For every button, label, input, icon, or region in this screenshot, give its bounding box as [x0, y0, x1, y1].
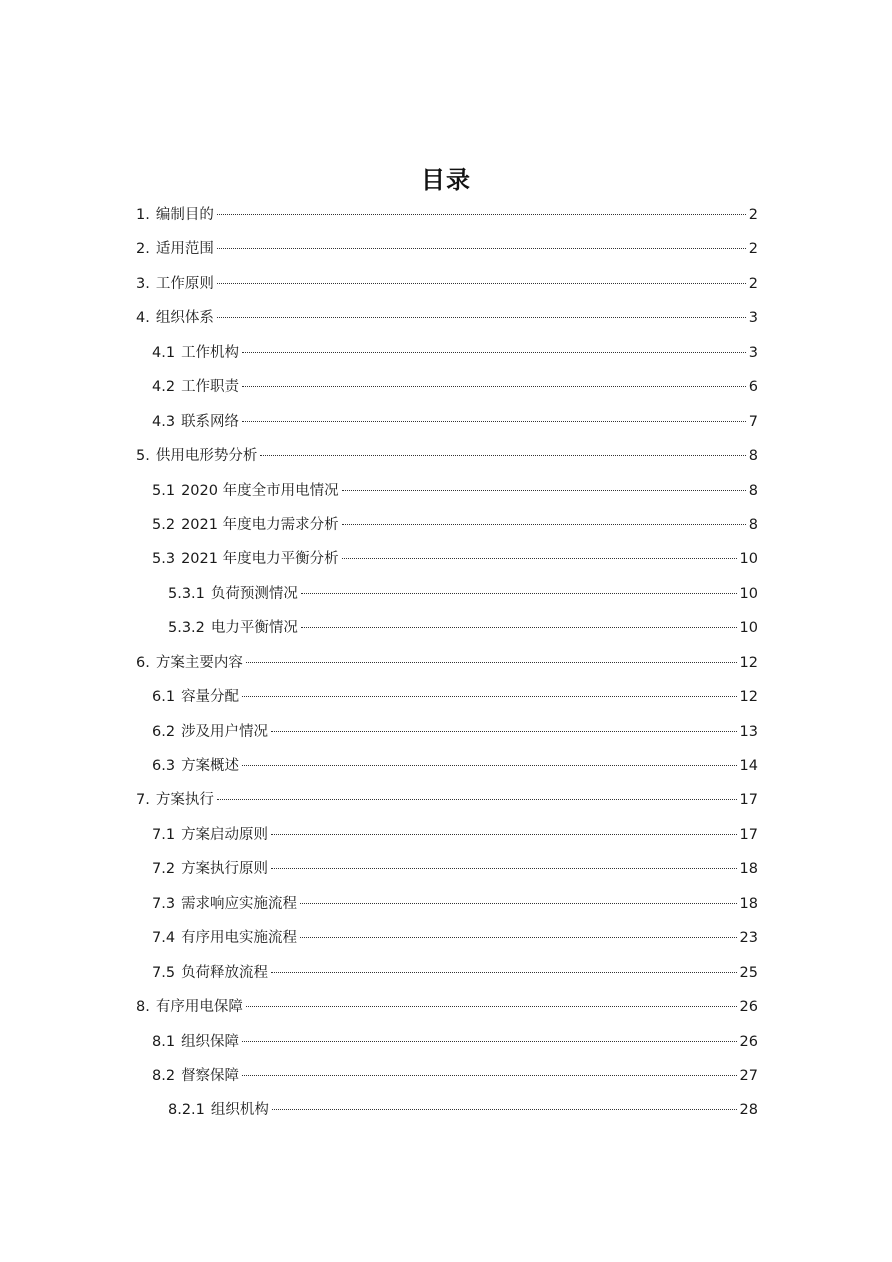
toc-entry-label: 负荷预测情况	[210, 585, 298, 602]
toc-entry-label: 需求响应实施流程	[181, 895, 298, 912]
toc-entry-label: 工作机构	[181, 344, 240, 361]
toc-entry-page-number: 18	[739, 895, 758, 912]
toc-entry[interactable]	[136, 542, 758, 576]
toc-entry-page-number: 18	[739, 861, 758, 878]
toc-entry-label: 组织保障	[181, 1033, 240, 1050]
toc-entry-number: 7.3	[152, 895, 176, 912]
toc-entry-page-number: 6	[748, 379, 758, 396]
toc-entry-page-number: 26	[739, 1033, 758, 1050]
toc-entry-page-number: 28	[739, 1102, 758, 1119]
toc-entry-label: 工作原则	[155, 275, 214, 292]
toc-entry[interactable]	[136, 646, 758, 680]
toc-entry-heading	[152, 887, 297, 921]
toc-entry-number: 7.1	[152, 826, 176, 843]
toc-entry-number: 7.2	[152, 861, 176, 878]
toc-entry-label: 2020 年度全市用电情况	[181, 482, 339, 499]
toc-entry-number: 6.	[136, 654, 150, 671]
toc-entry-page-number: 17	[739, 792, 758, 809]
toc-entry-label: 方案启动原则	[181, 826, 269, 843]
toc-entry-heading	[152, 715, 268, 749]
toc-entry-number: 7.	[136, 792, 150, 809]
toc-entry[interactable]	[136, 715, 758, 749]
toc-dot-leader	[271, 971, 736, 973]
toc-entry-page-number: 2	[748, 275, 758, 292]
toc-entry-page-number: 25	[739, 964, 758, 981]
toc-entry-heading	[168, 1093, 269, 1127]
toc-entry[interactable]	[136, 1093, 758, 1127]
toc-entry-label: 有序用电实施流程	[181, 930, 298, 947]
toc-entry-label: 组织体系	[155, 310, 214, 327]
toc-dot-leader	[242, 1040, 736, 1042]
toc-entry[interactable]	[136, 680, 758, 714]
toc-entry-label: 2021 年度电力需求分析	[181, 516, 339, 533]
toc-entry-number: 2.	[136, 241, 150, 258]
toc-entry-heading	[152, 818, 268, 852]
toc-entry-heading	[136, 198, 214, 232]
toc-entry[interactable]	[136, 405, 758, 439]
toc-entry-label: 负荷释放流程	[181, 964, 269, 981]
toc-entry-heading	[136, 646, 243, 680]
toc-entry-page-number: 10	[739, 585, 758, 602]
toc-entry-number: 5.3	[152, 551, 176, 568]
toc-dot-leader	[242, 420, 746, 422]
toc-dot-leader	[301, 592, 737, 594]
toc-dot-leader	[242, 1074, 736, 1076]
toc-entry-label: 容量分配	[181, 689, 240, 706]
toc-entry-page-number: 7	[748, 413, 758, 430]
toc-entry-heading	[136, 439, 257, 473]
toc-dot-leader	[272, 1108, 737, 1110]
toc-entry-heading	[152, 1059, 239, 1093]
toc-entry-page-number: 8	[748, 482, 758, 499]
toc-entry-number: 5.2	[152, 516, 176, 533]
toc-entry-page-number: 3	[748, 310, 758, 327]
toc-dot-leader	[342, 557, 737, 559]
toc-entry-number: 8.2.1	[168, 1102, 205, 1119]
toc-entry-page-number: 14	[739, 758, 758, 774]
toc-dot-leader	[217, 282, 746, 284]
toc-entry-heading	[168, 611, 298, 645]
toc-entry[interactable]	[136, 508, 758, 542]
toc-entry-number: 7.4	[152, 930, 176, 947]
toc-entry-label: 方案概述	[181, 758, 240, 774]
toc-entry-page-number: 2	[748, 241, 758, 258]
toc-entry-number: 3.	[136, 275, 150, 292]
toc-dot-leader	[217, 798, 737, 800]
toc-entry-page-number: 10	[739, 551, 758, 568]
toc-entry-label: 2021 年度电力平衡分析	[181, 551, 339, 568]
toc-entry-label: 联系网络	[181, 413, 240, 430]
toc-entry[interactable]	[136, 611, 758, 645]
toc-entry-heading	[152, 542, 339, 576]
toc-entry-heading	[136, 301, 214, 335]
toc-entry-heading	[152, 336, 239, 370]
toc-entry[interactable]	[136, 439, 758, 473]
toc-dot-leader	[242, 385, 746, 387]
toc-entry-heading	[152, 852, 268, 886]
toc-entry-heading	[152, 405, 239, 439]
toc-entry-page-number: 10	[739, 620, 758, 637]
toc-entry-label: 有序用电保障	[155, 999, 243, 1016]
toc-dot-leader	[271, 730, 736, 732]
toc-entry-page-number: 13	[739, 723, 758, 740]
toc-entry-heading	[152, 1025, 239, 1059]
toc-entry[interactable]	[136, 921, 758, 955]
toc-entry-heading	[136, 232, 214, 266]
toc-entry-number: 1.	[136, 207, 150, 223]
toc-entry-heading	[152, 956, 268, 990]
toc-entry-number: 6.2	[152, 723, 176, 740]
toc-entry-label: 督察保障	[181, 1067, 240, 1084]
toc-dot-leader	[242, 764, 736, 766]
toc-dot-leader	[246, 1005, 737, 1007]
toc-entry[interactable]	[136, 232, 758, 266]
toc-entry[interactable]	[136, 301, 758, 335]
toc-entry-number: 6.3	[152, 758, 176, 774]
toc-entry-number: 5.1	[152, 482, 176, 499]
toc-entry-label: 适用范围	[155, 241, 214, 258]
toc-entry-page-number: 12	[739, 689, 758, 706]
toc-entry-heading	[152, 474, 339, 508]
toc-entry-page-number: 3	[748, 344, 758, 361]
table-of-contents	[136, 198, 758, 1128]
toc-entry-number: 8.1	[152, 1033, 176, 1050]
toc-entry-number: 5.	[136, 448, 150, 465]
toc-entry-page-number: 27	[739, 1067, 758, 1084]
toc-entry[interactable]	[136, 818, 758, 852]
toc-title: 目录	[421, 166, 471, 194]
toc-entry[interactable]	[136, 1059, 758, 1093]
toc-entry-number: 5.3.1	[168, 585, 205, 602]
toc-entry-number: 7.5	[152, 964, 176, 981]
toc-entry-heading	[168, 577, 298, 611]
toc-entry-heading	[136, 990, 243, 1024]
toc-entry[interactable]	[136, 783, 758, 817]
toc-entry-heading	[152, 370, 239, 404]
toc-entry-number: 5.3.2	[168, 620, 205, 637]
toc-entry-label: 方案执行	[155, 792, 214, 809]
toc-entry-heading	[152, 921, 297, 955]
toc-entry-heading	[136, 267, 214, 301]
toc-entry-page-number: 2	[748, 207, 758, 223]
toc-entry-heading	[152, 680, 239, 714]
toc-entry-label: 组织机构	[210, 1102, 269, 1119]
toc-entry-label: 供用电形势分析	[155, 448, 258, 465]
toc-entry-label: 编制目的	[155, 207, 214, 223]
toc-dot-leader	[260, 454, 745, 456]
toc-entry[interactable]	[136, 852, 758, 886]
toc-entry-number: 8.2	[152, 1067, 176, 1084]
toc-entry-page-number: 23	[739, 930, 758, 947]
toc-entry-heading	[152, 508, 339, 542]
toc-entry[interactable]	[136, 577, 758, 611]
toc-dot-leader	[242, 351, 746, 353]
toc-dot-leader	[300, 936, 736, 938]
toc-entry-number: 4.2	[152, 379, 176, 396]
toc-entry[interactable]	[136, 198, 758, 232]
toc-entry-label: 工作职责	[181, 379, 240, 396]
toc-dot-leader	[217, 213, 746, 215]
toc-entry-heading	[152, 749, 239, 783]
toc-entry-label: 电力平衡情况	[210, 620, 298, 637]
toc-dot-leader	[342, 523, 746, 525]
toc-dot-leader	[217, 247, 746, 249]
toc-entry[interactable]	[136, 336, 758, 370]
toc-entry-number: 8.	[136, 999, 150, 1016]
toc-dot-leader	[342, 489, 746, 491]
toc-entry[interactable]	[136, 474, 758, 508]
toc-entry[interactable]	[136, 370, 758, 404]
toc-entry[interactable]	[136, 267, 758, 301]
toc-dot-leader	[242, 695, 736, 697]
toc-entry-heading	[136, 783, 214, 817]
toc-entry[interactable]	[136, 956, 758, 990]
toc-entry-number: 4.	[136, 310, 150, 327]
toc-entry-number: 6.1	[152, 689, 176, 706]
toc-entry-page-number: 8	[748, 516, 758, 533]
toc-entry[interactable]	[136, 1025, 758, 1059]
toc-entry-page-number: 26	[739, 999, 758, 1016]
toc-entry[interactable]	[136, 749, 758, 783]
toc-entry-label: 方案执行原则	[181, 861, 269, 878]
toc-entry-page-number: 12	[739, 654, 758, 671]
toc-dot-leader	[301, 626, 737, 628]
toc-dot-leader	[246, 661, 737, 663]
toc-dot-leader	[217, 316, 746, 318]
toc-entry-number: 4.3	[152, 413, 176, 430]
toc-entry[interactable]	[136, 887, 758, 921]
toc-entry-label: 涉及用户情况	[181, 723, 269, 740]
toc-dot-leader	[271, 867, 736, 869]
toc-entry-page-number: 8	[748, 448, 758, 465]
toc-dot-leader	[300, 902, 736, 904]
toc-entry-number: 4.1	[152, 344, 176, 361]
toc-entry-label: 方案主要内容	[155, 654, 243, 671]
toc-entry-page-number: 17	[739, 826, 758, 843]
toc-dot-leader	[271, 833, 736, 835]
toc-entry[interactable]	[136, 990, 758, 1024]
